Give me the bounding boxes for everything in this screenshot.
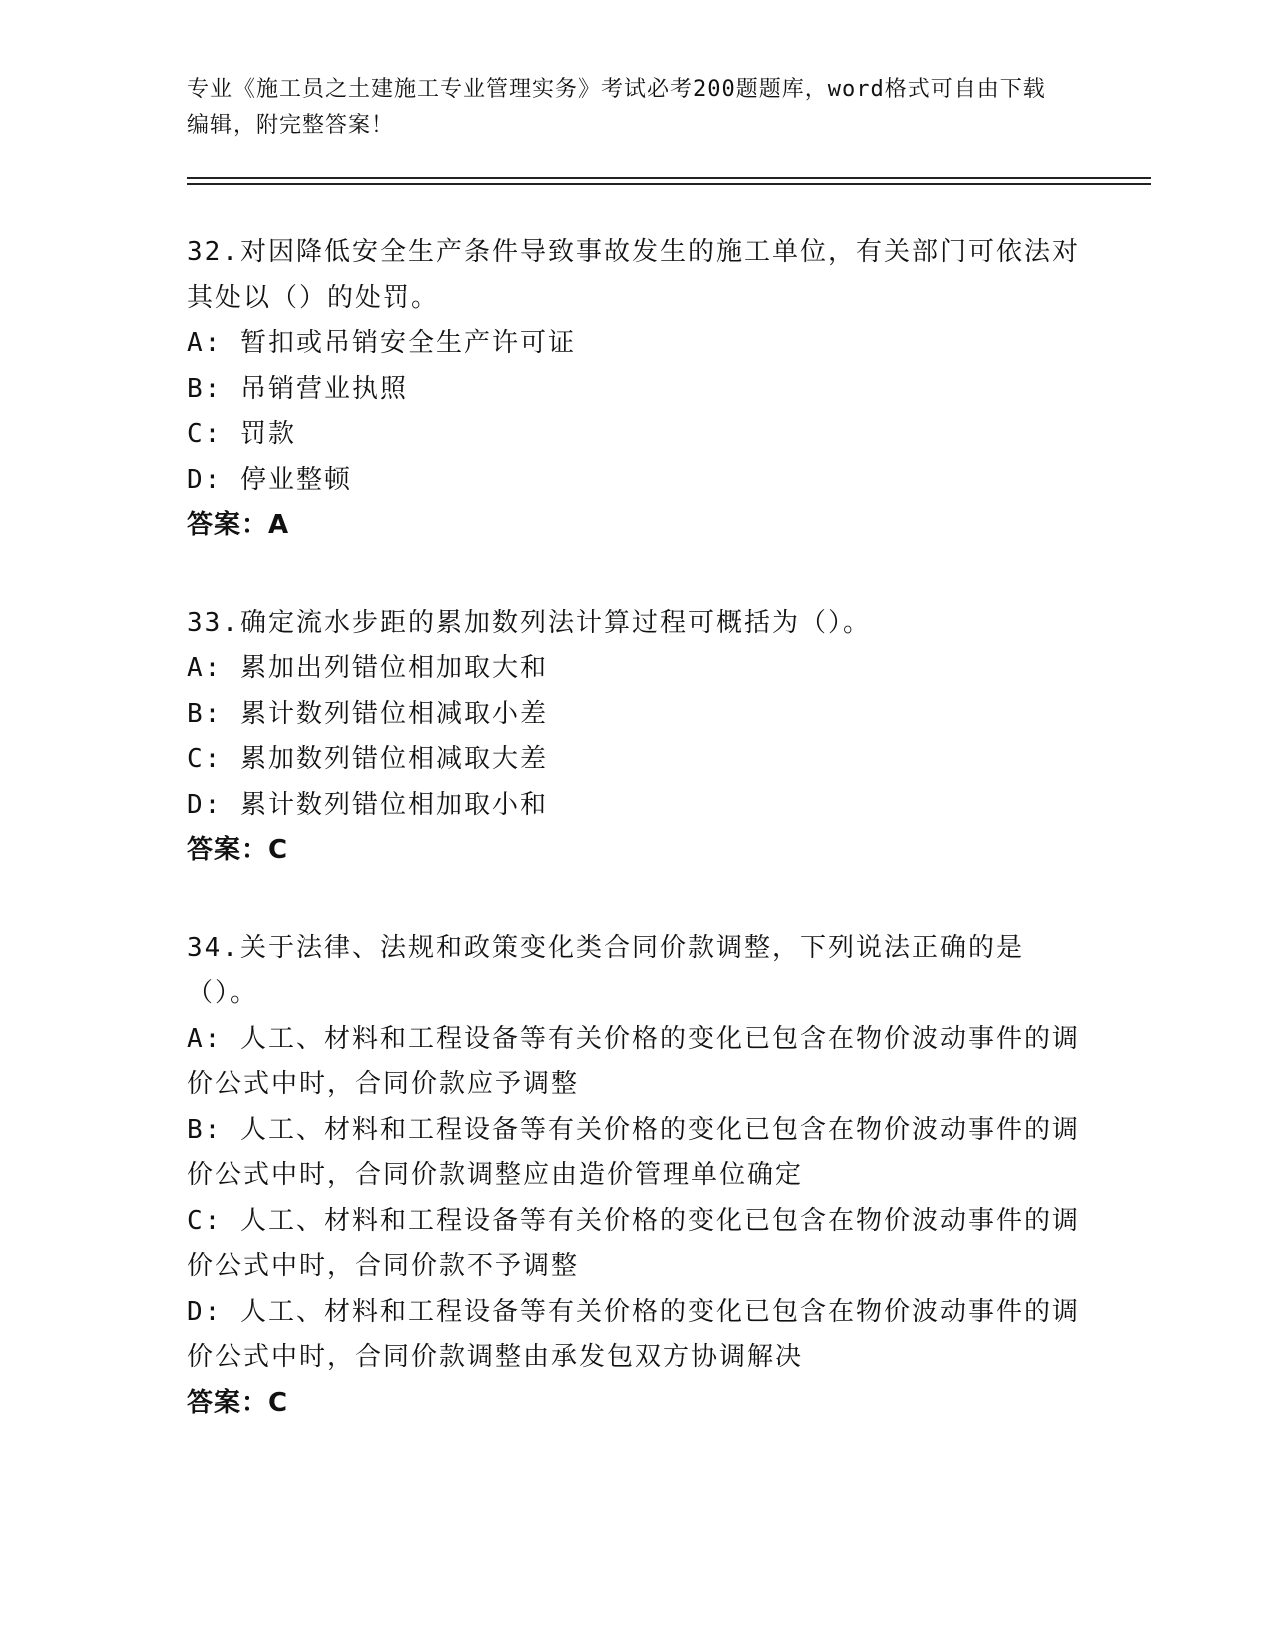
document-header: 专业《施工员之土建施工专业管理实务》考试必考200题题库，word格式可自由下载编辑，附完整答案！: [187, 77, 1046, 138]
question-34: [187, 926, 1087, 1427]
question-list: [187, 230, 1087, 1478]
question-33: [187, 601, 1087, 874]
option-a: A: 累加出列错位相加取大和: [187, 653, 548, 683]
option-a: A: 暂扣或吊销安全生产许可证: [187, 328, 576, 358]
answer: 答案：C: [187, 835, 289, 865]
question-stem: 33.确定流水步距的累加数列法计算过程可概括为（）。: [187, 607, 871, 638]
header-divider-bottom: [187, 183, 1151, 185]
option-c: C: 罚款: [187, 419, 296, 449]
option-b: B: 人工、材料和工程设备等有关价格的变化已包含在物价波动事件的调价公式中时，合同价款调整应由造价管理单位确定: [187, 1114, 1080, 1190]
answer: 答案：C: [187, 1387, 289, 1418]
question-32: [187, 230, 1087, 549]
option-b: B: 累计数列错位相减取小差: [187, 698, 548, 729]
option-b: B: 吊销营业执照: [187, 373, 408, 404]
answer: 答案：A: [187, 510, 290, 540]
question-stem: 34.关于法律、法规和政策变化类合同价款调整，下列说法正确的是（）。: [187, 932, 1024, 1008]
option-d: D: 累计数列错位相加取小和: [187, 789, 548, 820]
question-stem: 32.对因降低安全生产条件导致事故发生的施工单位，有关部门可依法对其处以（）的处罚。: [187, 237, 1080, 313]
option-a: A: 人工、材料和工程设备等有关价格的变化已包含在物价波动事件的调价公式中时，合同价款应予调整: [187, 1023, 1080, 1099]
option-c: C: 人工、材料和工程设备等有关价格的变化已包含在物价波动事件的调价公式中时，合同价款不予调整: [187, 1205, 1080, 1281]
option-d: D: 停业整顿: [187, 464, 352, 495]
option-c: C: 累加数列错位相减取大差: [187, 744, 548, 774]
option-d: D: 人工、材料和工程设备等有关价格的变化已包含在物价波动事件的调价公式中时，合同价款调整由承发包双方协调解决: [187, 1296, 1080, 1372]
header-divider-top: [187, 177, 1151, 179]
